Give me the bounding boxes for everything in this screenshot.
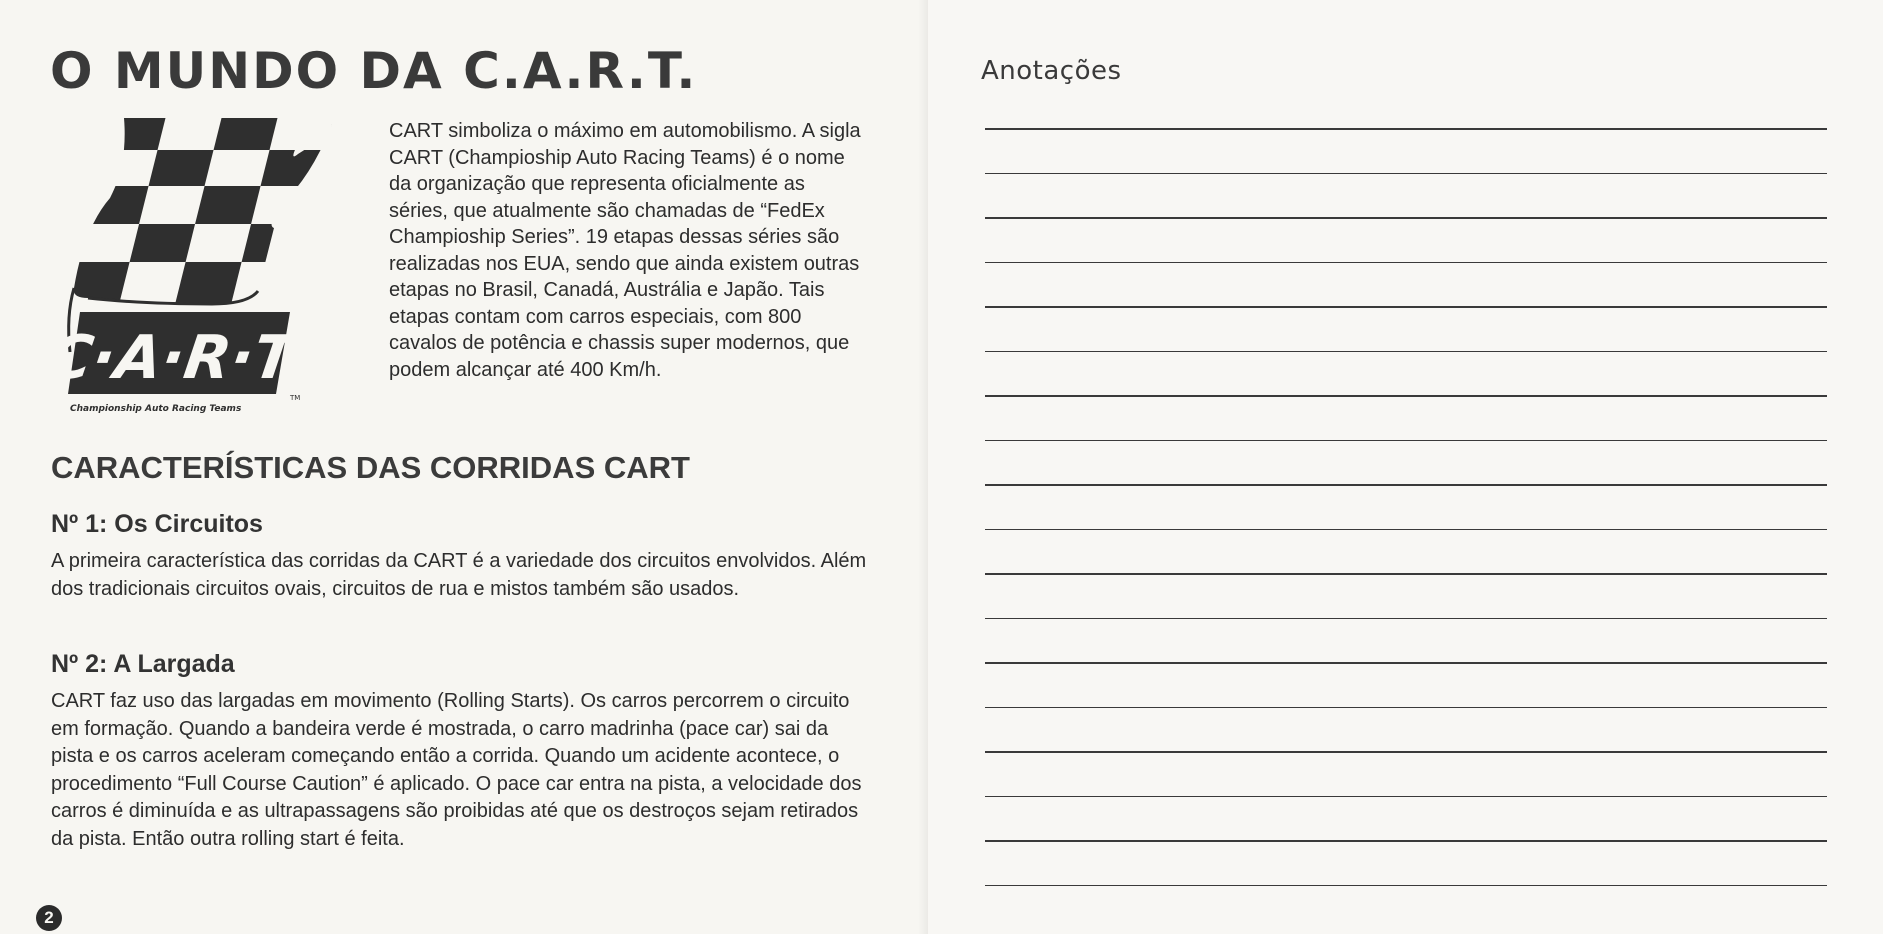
intro-paragraph: CART simboliza o máximo em automobilismo. A sigla CART (Champioship Auto Racing Teams) é o nome da organização que representa oficialmente as séries, que atualmente são chamadas de “FedEx Champioship Series”. 19 etapas dessas séries são realizadas nos EUA, sendo que ainda existem outras etapas no Brasil, Canadá, Austrália e Japão. Tais etapas contam com carros especiais, com 800 cavalos de potência e chassis super modernos, que podem alcançar até 400 Km/h. [389,120,861,381]
note-line [985,351,1827,353]
note-line [985,573,1827,575]
cart-logo [43,116,362,414]
page-title: O MUNDO DA C.A.R.T. [50,42,698,100]
note-line [985,796,1827,798]
note-line [985,484,1827,486]
cart-tagline: Championship Auto Racing Teams [70,404,242,414]
notes-lines [985,128,1827,929]
cart-wordmark: C·A·R·T [43,323,300,393]
note-line [985,440,1827,442]
note-line [985,395,1827,397]
paragraph-largada: CART faz uso das largadas em movimento (Rolling Starts). Os carros percorrem o circuito em formação. Quando a bandeira verde é mostrada, o carro madrinha (pace car) sai da pista e os carros aceleram começando então a corrida. Quando um acidente acontece, o procedimento “Full Course Caution” é aplicado. O pace car entra na pista, a velocidade dos carros é diminuída e as ultrapassagens são proibidas até que os destroços sejam retirados da pista. Então outra rolling start é feita. [51,690,862,850]
note-line [985,217,1827,219]
note-line [985,885,1827,887]
note-line [985,128,1827,130]
subheading-largada: Nº 2: A Largada [51,650,235,678]
note-line [985,618,1827,620]
note-line [985,173,1827,175]
note-line [985,662,1827,664]
note-line [985,840,1827,842]
note-line [985,707,1827,709]
note-line [985,529,1827,531]
subheading-circuitos: Nº 1: Os Circuitos [51,510,263,538]
note-line [985,262,1827,264]
notes-title: Anotações [981,56,1122,86]
section-heading: CARACTERÍSTICAS DAS CORRIDAS CART [51,450,690,485]
left-page [0,0,928,934]
note-line [985,306,1827,308]
checkered-flag-icon [7,116,390,316]
note-line [985,751,1827,753]
page-number: 2 [36,905,62,931]
trademark: TM [290,394,301,402]
paragraph-circuitos: A primeira característica das corridas da CART é a variedade dos circuitos envolvidos. Além dos tradicionais circuitos ovais, circuitos de rua e mistos também são usados. [51,550,867,600]
